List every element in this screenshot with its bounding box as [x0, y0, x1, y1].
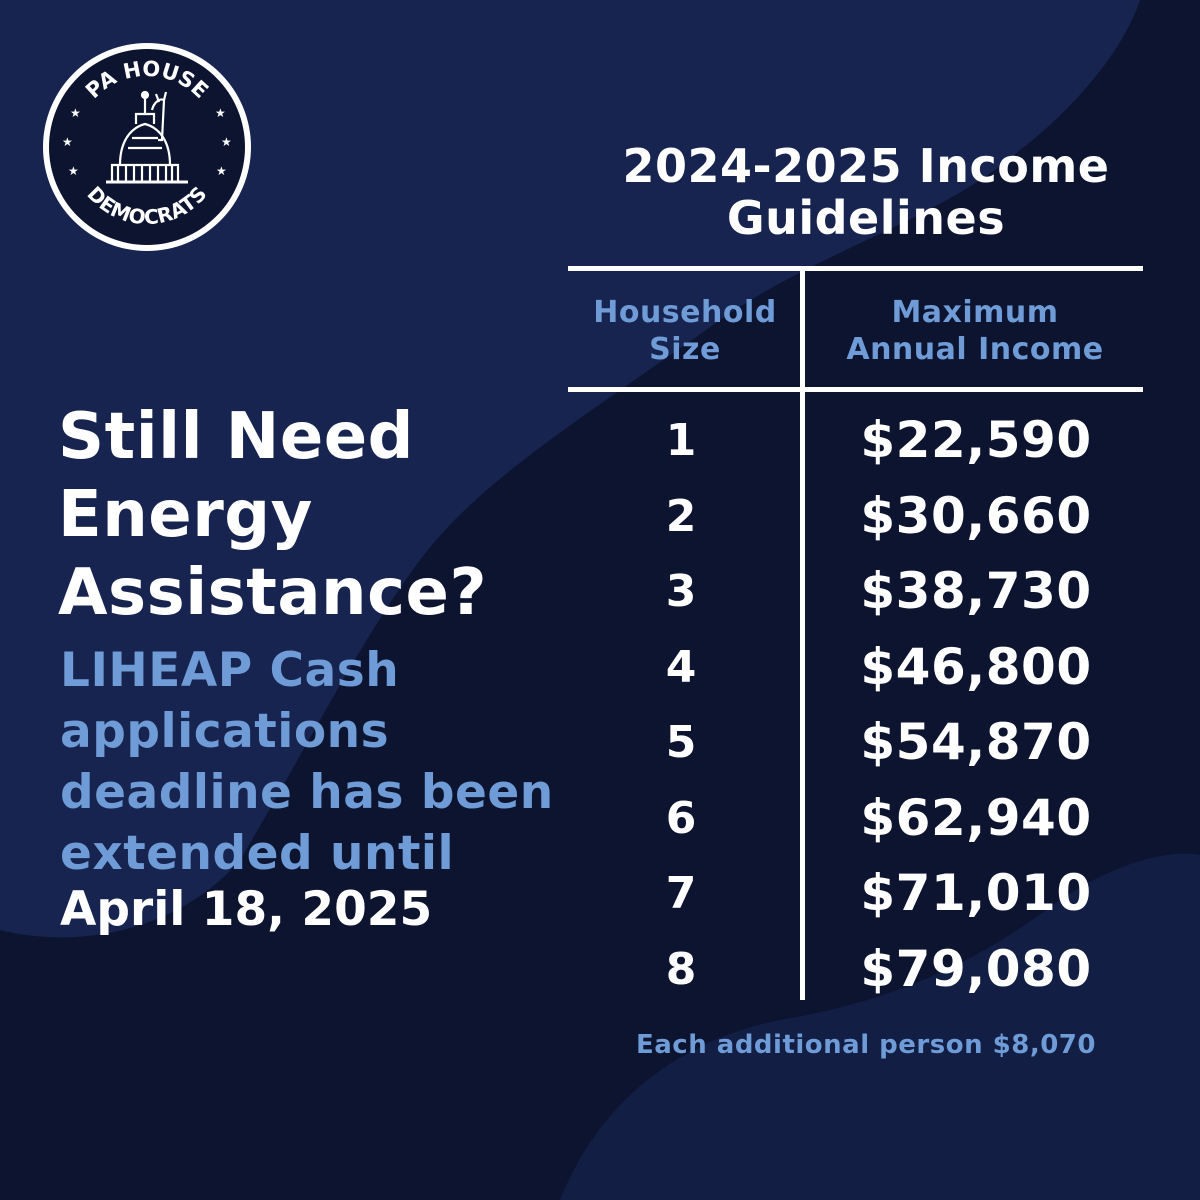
header-max-income-line-2: Annual Income	[846, 332, 1104, 367]
svg-text:★: ★	[221, 135, 232, 149]
header-household-size-line-1: Household	[593, 295, 777, 330]
table-title-line-1: 2024-2025 Income	[622, 139, 1110, 193]
svg-text:★: ★	[215, 106, 226, 120]
max-income-cell: $22,590	[860, 411, 1092, 469]
max-income-cell: $46,800	[860, 637, 1092, 696]
table-title	[566, 140, 1166, 244]
household-size-cell: 3	[665, 566, 697, 617]
max-income-cell: $62,940	[860, 788, 1092, 847]
headline	[58, 398, 487, 632]
max-income-cell: $79,080	[860, 939, 1092, 998]
svg-text:★: ★	[70, 106, 81, 120]
max-income-cell: $30,660	[860, 486, 1092, 545]
table-title-line-2: Guidelines	[726, 191, 1006, 245]
table-row	[566, 781, 1166, 857]
household-size-cell: 5	[665, 717, 697, 768]
table-row	[566, 630, 1166, 706]
table-row	[566, 403, 1166, 479]
headline-line-1: Still Need	[58, 400, 414, 474]
header-max-income	[810, 294, 1140, 368]
header-household-size	[572, 294, 798, 368]
subtext-line-3: deadline has been	[60, 765, 554, 820]
max-income-cell: $54,870	[860, 713, 1092, 771]
table-row	[566, 479, 1166, 555]
subtext-line-1: LIHEAP Cash	[60, 643, 400, 698]
liheap-subtext	[60, 640, 554, 884]
subtext-line-2: applications	[60, 704, 390, 759]
logo-top-text: PA HOUSE	[81, 56, 213, 104]
household-size-cell: 7	[665, 868, 697, 919]
table-top-rule	[568, 266, 1143, 271]
household-size-cell: 2	[665, 490, 697, 542]
table-row	[566, 932, 1166, 1008]
subtext-line-4: extended until	[60, 826, 455, 881]
svg-text:★: ★	[216, 164, 227, 178]
income-table-body	[566, 403, 1166, 1007]
headline-line-2: Energy	[58, 478, 313, 552]
table-row	[566, 705, 1166, 781]
svg-text:★: ★	[62, 135, 73, 149]
table-header-rule	[568, 387, 1143, 392]
max-income-cell: $71,010	[860, 864, 1092, 922]
household-size-cell: 8	[665, 943, 697, 995]
headline-line-3: Assistance?	[58, 556, 488, 630]
household-size-cell: 4	[665, 641, 697, 693]
table-row	[566, 554, 1166, 630]
additional-person-footnote: Each additional person $8,070	[636, 1030, 1096, 1060]
household-size-cell: 1	[665, 415, 697, 466]
max-income-cell: $38,730	[860, 562, 1092, 620]
header-household-size-line-2: Size	[649, 332, 721, 367]
logo-bottom-text: DEMOCRATS	[82, 181, 212, 230]
deadline-date: April 18, 2025	[60, 882, 433, 937]
table-row	[566, 856, 1166, 932]
household-size-cell: 6	[665, 792, 697, 844]
pa-house-democrats-logo	[40, 40, 254, 254]
header-max-income-line-1: Maximum	[891, 295, 1059, 330]
svg-text:★: ★	[68, 164, 79, 178]
